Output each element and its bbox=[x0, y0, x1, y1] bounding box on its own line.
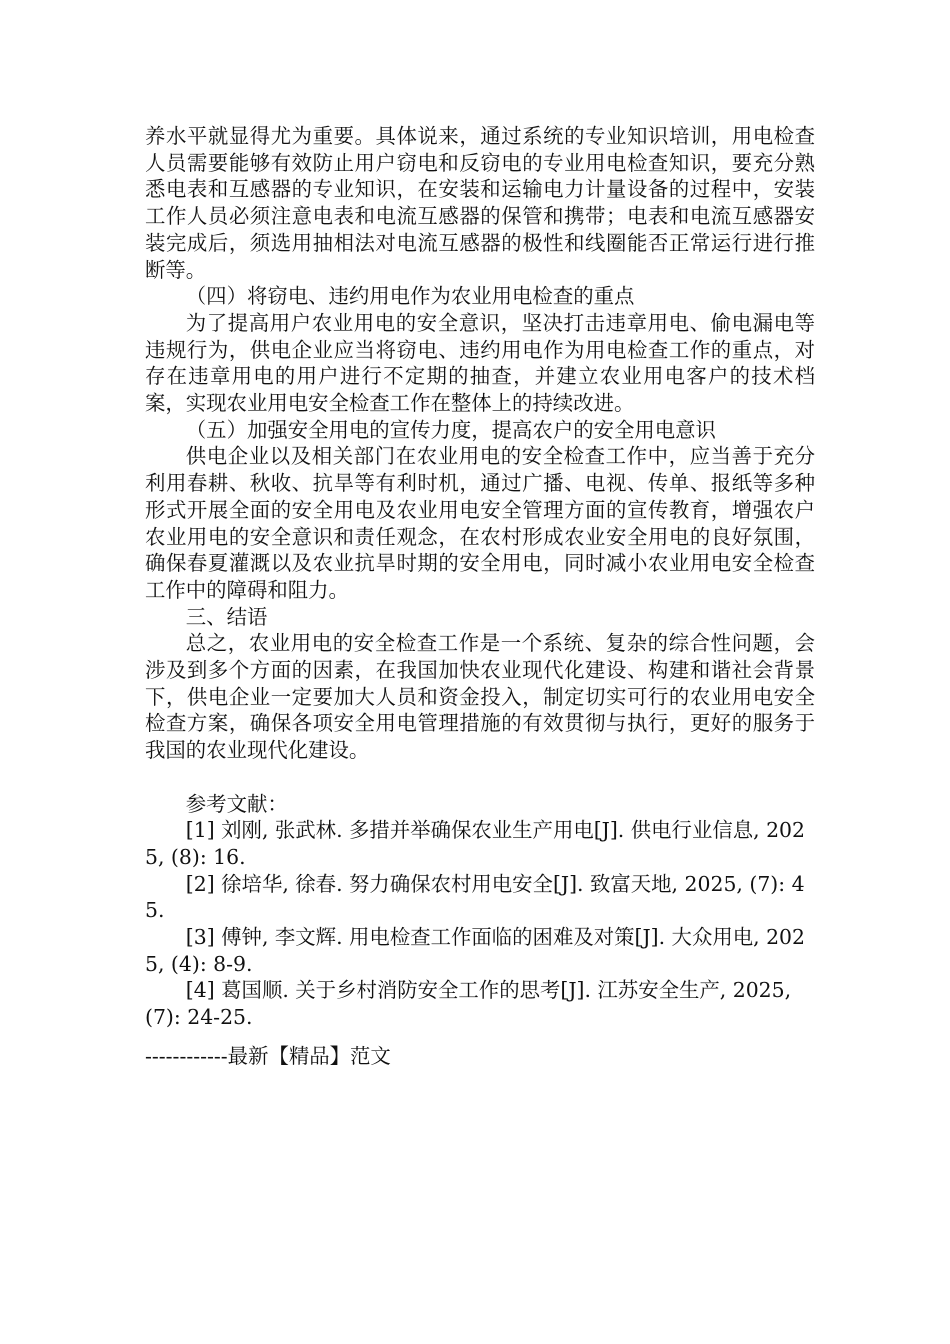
reference-item-4: [4] 葛国顺. 关于乡村消防安全工作的思考[J]. 江苏安全生产, 2025, (7): 24-25. bbox=[145, 978, 792, 1030]
reference-item-1: [1] 刘刚, 张武林. 多措并举确保农业生产用电[J]. 供电行业信息, 2025, (8): 16. bbox=[145, 818, 806, 869]
body-paragraph-1: 养水平就显得尤为重要。具体说来，通过系统的专业知识培训，用电检查人员需要能够有效防止用户窃电和反窃电的专业用电检查知识，要充分熟悉电表和互感器的专业知识，在安装和运输电力计量设备的过程中，安装工作人员必须注意电表和电流互感器的保管和携带；电表和电流互感器安装完成后，须选用抽相法对电流互感器的极性和线圈能否正常运行进行推断等。 bbox=[145, 124, 815, 282]
body-paragraph-4: 总之，农业用电的安全检查工作是一个系统、复杂的综合性问题，会涉及到多个方面的因素，在我国加快农业现代化建设、构建和谐社会背景下，供电企业一定要加大人员和资金投入，制定切实可行的农业用电安全检查方案，确保各项安全用电管理措施的有效贯彻与执行，更好的服务于我国的农业现代化建设。 bbox=[145, 631, 815, 763]
reference-item-3: [3] 傅钟, 李文辉. 用电检查工作面临的困难及对策[J]. 大众用电, 2025, (4): 8-9. bbox=[145, 925, 806, 976]
section-heading-5: （五）加强安全用电的宣传力度，提高农户的安全用电意识 bbox=[185, 417, 716, 442]
document-body bbox=[145, 123, 815, 1031]
blank-line bbox=[145, 764, 815, 791]
references-title: 参考文献： bbox=[185, 791, 288, 816]
reference-item-2: [2] 徐培华, 徐春. 努力确保农村用电安全[J]. 致富天地, 2025, (7): 45. bbox=[145, 871, 805, 923]
page-footer: ------------最新【精品】范文 bbox=[145, 1044, 391, 1068]
references-section bbox=[145, 791, 815, 1031]
body-paragraph-3: 供电企业以及相关部门在农业用电的安全检查工作中，应当善于充分利用春耕、秋收、抗旱等有利时机，通过广播、电视、传单、报纸等多种形式开展全面的安全用电及农业用电安全管理方面的宣传教育，增强农户农业用电的安全意识和责任观念，在农村形成农业安全用电的良好氛围，确保春夏灌溉以及农业抗旱时期的安全用电，同时减小农业用电安全检查工作中的障碍和阻力。 bbox=[145, 444, 815, 602]
body-paragraph-2: 为了提高用户农业用电的安全意识，坚决打击违章用电、偷电漏电等违规行为，供电企业应当将窃电、违约用电作为用电检查工作的重点，对存在违章用电的用户进行不定期的抽查，并建立农业用电客户的技术档案，实现农业用电安全检查工作在整体上的持续改进。 bbox=[145, 310, 815, 416]
section-heading-conclusion: 三、结语 bbox=[185, 604, 268, 629]
section-heading-4: （四）将窃电、违约用电作为农业用电检查的重点 bbox=[185, 284, 635, 309]
